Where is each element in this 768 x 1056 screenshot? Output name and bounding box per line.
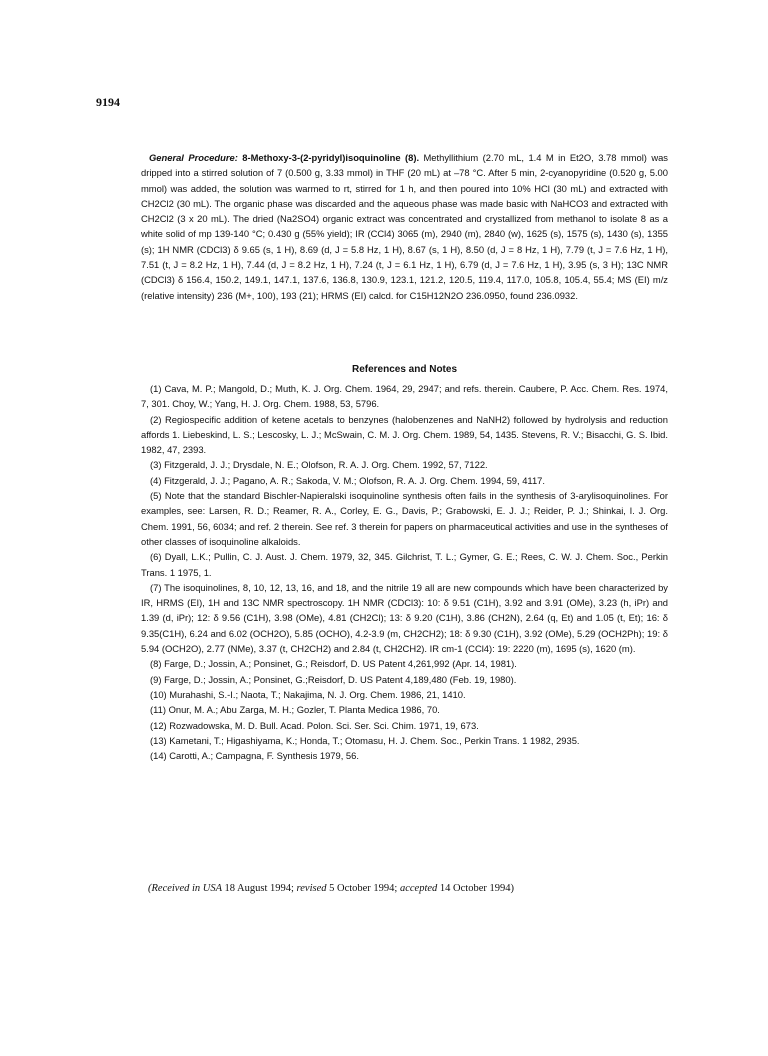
page-number: 9194 [96,95,120,109]
procedure-paragraph [141,150,668,303]
accepted-label: accepted [399,883,438,894]
reference-5: (5) Note that the standard Bischler-Napieralski isoquinoline synthesis often fails in the synthesis of 3-arylisoquinolines. For examples, see: Larsen, R. D.; Reamer, R. A., Corley, E. G., Davis, P.; Grabowski, E. J. J.; Reider, P. J.; Shinkai, I. J. Org. Chem. 1991, 56, 6034; and ref. 2 therein. See ref. 3 therein for papers on pharmaceutical activities and use in the syntheses of other classes of isoquinoline alkaloids. [141,490,668,547]
reference-6: (6) Dyall, L.K.; Pullin, C. J. Aust. J. Chem. 1979, 32, 345. Gilchrist, T. L.; Gymer, G. E.; Rees, C. W. J. Chem. Soc., Perkin Trans. 1 1975, 1. [141,551,668,578]
references-heading: References and Notes [351,364,458,375]
reference-8: (8) Farge, D.; Jossin, A.; Ponsinet, G.; Reisdorf, D. US Patent 4,261,992 (Apr. 14, 1981). [150,658,517,670]
reference-9: (9) Farge, D.; Jossin, A.; Ponsinet, G.;Reisdorf, D. US Patent 4,189,480 (Feb. 19, 1980). [150,673,517,685]
reference-7: (7) The isoquinolines, 8, 10, 12, 13, 16, and 18, and the nitrile 19 all are new compounds which have been characterized by IR, HRMS (EI), 1H and 13C NMR spectroscopy. 1H NMR (CDCl3): 10: δ 9.51 (C1H), 3.92 and 3.91 (OMe), 3.23 (h, iPr) and 1.39 (d, iPr); 12: δ 9.56 (C1H), 3.98 (OMe), 4.81 (CH2Cl); 13: δ 9.20 (C1H), 3.86 (CH2N), 2.64 (q, Et) and 1.05 (t, Et); 16: δ 9.35(C1H), 6.24 and 6.02 (OCH2O), 5.85 (OCHO), 4.2-3.9 (m, CH2CH2); 18: δ 9.30 (C1H), 3.92 (OMe), 5.29 (OCH2Ph); 19: δ 5.94 (OCH2O), 2.77 (NMe), 3.37 (t, CH2CH2) and 2.84 (t, CH2CH2). IR cm-1 (CCl4): 19: 2220 (m), 1695 (s), 1620 (m). [141,581,668,655]
compound-title: 8-Methoxy-3-(2-pyridyl)isoquinoline (8). [242,152,420,163]
references-list [141,381,668,763]
procedure-lead: General Procedure: [149,152,238,163]
procedure-body: Methyllithium (2.70 mL, 1.4 M in Et2O, 3.78 mmol) was dripped into a stirred solution of 7 (0.500 g, 3.33 mmol) in THF (20 mL) at –78 °C. After 5 min, 2-cyanopyridine (0.520 g, 5.00 mmol) was added, the solution was warmed to rt, stirred for 1 h, and then poured into 10% HCl (30 mL) and extracted with CH2Cl2 (30 mL). The organic phase was discarded and the aqueous phase was made basic with NaHCO3 and extracted with CH2Cl2 (3 x 20 mL). The dried (Na2SO4) organic extract was concentrated and crystallized from methanol to isolate 8 as a white solid of mp 139-140 °C; 0.430 g (55% yield); IR (CCl4) 3065 (m), 2940 (m), 2840 (w), 1625 (s), 1575 (s), 1430 (s), 1355 (s); 1H NMR (CDCl3) δ 9.65 (s, 1 H), 8.69 (d, J = 5.8 Hz, 1 H), 8.67 (s, 1 H), 8.50 (d, J = 8 Hz, 1 H), 7.79 (t, J = 7.6 Hz, 1 H), 7.51 (t, J = 8.2 Hz, 1 H), 7.44 (d, J = 8.2 Hz, 1 H), 7.24 (t, J = 6.1 Hz, 1 H), 6.79 (d, J = 7.6 Hz, 1 H), 3.95 (s, 3 H); 13C NMR (CDCl3) δ 156.4, 150.2, 149.1, 147.1, 137.6, 136.8, 130.9, 123.1, 121.2, 120.5, 119.4, 117.0, 105.8, 105.4, 55.4; MS (EI) m/z (relative intensity) 236 (M+, 100), 193 (21); HRMS (EI) calcd. for C15H12N2O 236.0950, found 236.0932. [141,152,668,301]
reference-1: (1) Cava, M. P.; Mangold, D.; Muth, K. J. Org. Chem. 1964, 29, 2947; and refs. therein. Caubere, P. Acc. Chem. Res. 1974, 7, 301. Choy, W.; Yang, H. J. Org. Chem. 1988, 53, 5796. [141,383,668,410]
reference-2: (2) Regiospecific addition of ketene acetals to benzynes (halobenzenes and NaNH2) followed by hydrolysis and reduction affords 1. Liebeskind, L. S.; Lescosky, L. J.; McSwain, C. M. J. Org. Chem. 1989, 54, 1435. Stevens, R. V.; Bisacchi, G. S. Ibid. 1982, 47, 2393. [141,413,668,456]
received-place: USA [202,883,222,894]
received-line [148,883,514,894]
reference-12: (12) Rozwadowska, M. D. Bull. Acad. Polon. Sci. Ser. Sci. Chim. 1971, 19, 673. [150,719,479,731]
reference-3: (3) Fitzgerald, J. J.; Drysdale, N. E.; Olofson, R. A. J. Org. Chem. 1992, 57, 7122. [150,459,488,471]
revised-date: 5 October 1994; [329,883,398,894]
reference-13: (13) Kametani, T.; Higashiyama, K.; Honda, T.; Otomasu, H. J. Chem. Soc., Perkin Trans. 1 1982, 2935. [150,734,580,746]
reference-14: (14) Carotti, A.; Campagna, F. Synthesis 1979, 56. [150,750,359,762]
reference-4: (4) Fitzgerald, J. J.; Pagano, A. R.; Sakoda, V. M.; Olofson, R. A. J. Org. Chem. 1994, 59, 4117. [150,474,545,486]
reference-11: (11) Onur, M. A.; Abu Zarga, M. H.; Gozler, T. Planta Medica 1986, 70. [150,704,440,716]
accepted-date: 14 October 1994) [439,883,514,894]
received-date: 18 August 1994; [224,883,294,894]
revised-label: revised [296,883,327,894]
general-procedure [141,150,668,303]
reference-10: (10) Murahashi, S.-I.; Naota, T.; Nakajima, N. J. Org. Chem. 1986, 21, 1410. [150,688,466,700]
received-label: (Received in [148,883,201,894]
